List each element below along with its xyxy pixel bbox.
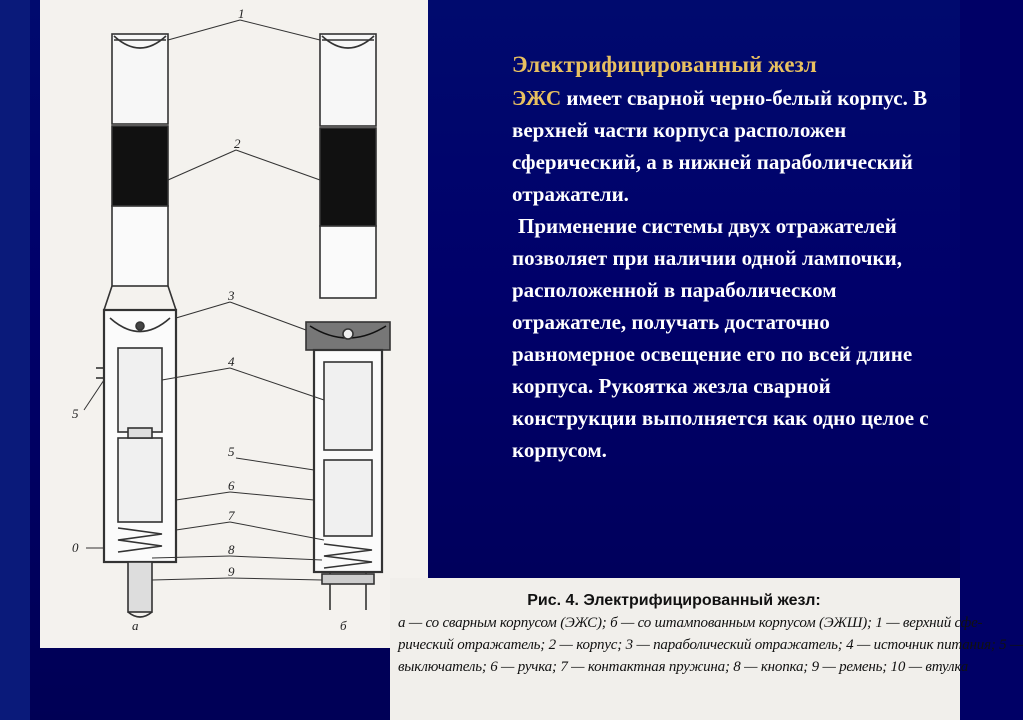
callout-1: 1 [238,6,245,21]
slide-text [512,50,952,466]
bottom-block [90,640,390,720]
callout-4: 4 [228,354,235,369]
caption-line: рический отражатель; 2 — корпус; 3 — параболический отражатель; 4 — источник питания; 5 — [398,637,1023,653]
callout-6: 6 [228,478,235,493]
callout-8: 8 [228,542,235,557]
paragraph-1 [512,82,952,210]
callout-5b: 5 [228,444,235,459]
baton-diagram [40,0,428,648]
callout-9: 9 [228,564,235,579]
callout-10: 0 [72,540,79,555]
callout-3: 3 [228,288,235,303]
baton-a [96,34,176,617]
sublabel-a: а [132,618,139,633]
caption-title: Рис. 4. Электрифицированный жезл: [527,592,821,609]
paragraph-1-text: имеет сварной черно-белый корпус. В верхней части корпуса расположен сферический, а в нижней параболический отражатели. [512,86,928,206]
callout-2: 2 [234,136,241,151]
paragraph-2: Применение системы двух отражателей позволяет при наличии одной лампочки, расположенной в параболическом отражателе, получать достаточно равномерное освещение его по всей длине корпуса. Рукоятка жезла сварной конструкции выполняется как одно целое с корпусом. [512,214,929,462]
figure-caption [398,590,1023,678]
slide-title: Электрифицированный жезл [512,52,817,77]
caption-line: выключатель; 6 — ручка; 7 — контактная пружина; 8 — кнопка; 9 — ремень; 10 — втулка [398,659,969,675]
figure-sheet [40,0,428,648]
caption-line: а — со сварным корпусом (ЭЖС); б — со штампованным корпусом (ЭЖШ); 1 — верхний сфе- [398,615,983,631]
sublabel-b: б [340,618,347,633]
left-stripe [0,0,30,720]
caption-body [398,612,1023,678]
abbreviation: ЭЖС [512,86,562,110]
baton-b [306,34,390,610]
callout-5a: 5 [72,406,79,421]
callout-7: 7 [228,508,235,523]
